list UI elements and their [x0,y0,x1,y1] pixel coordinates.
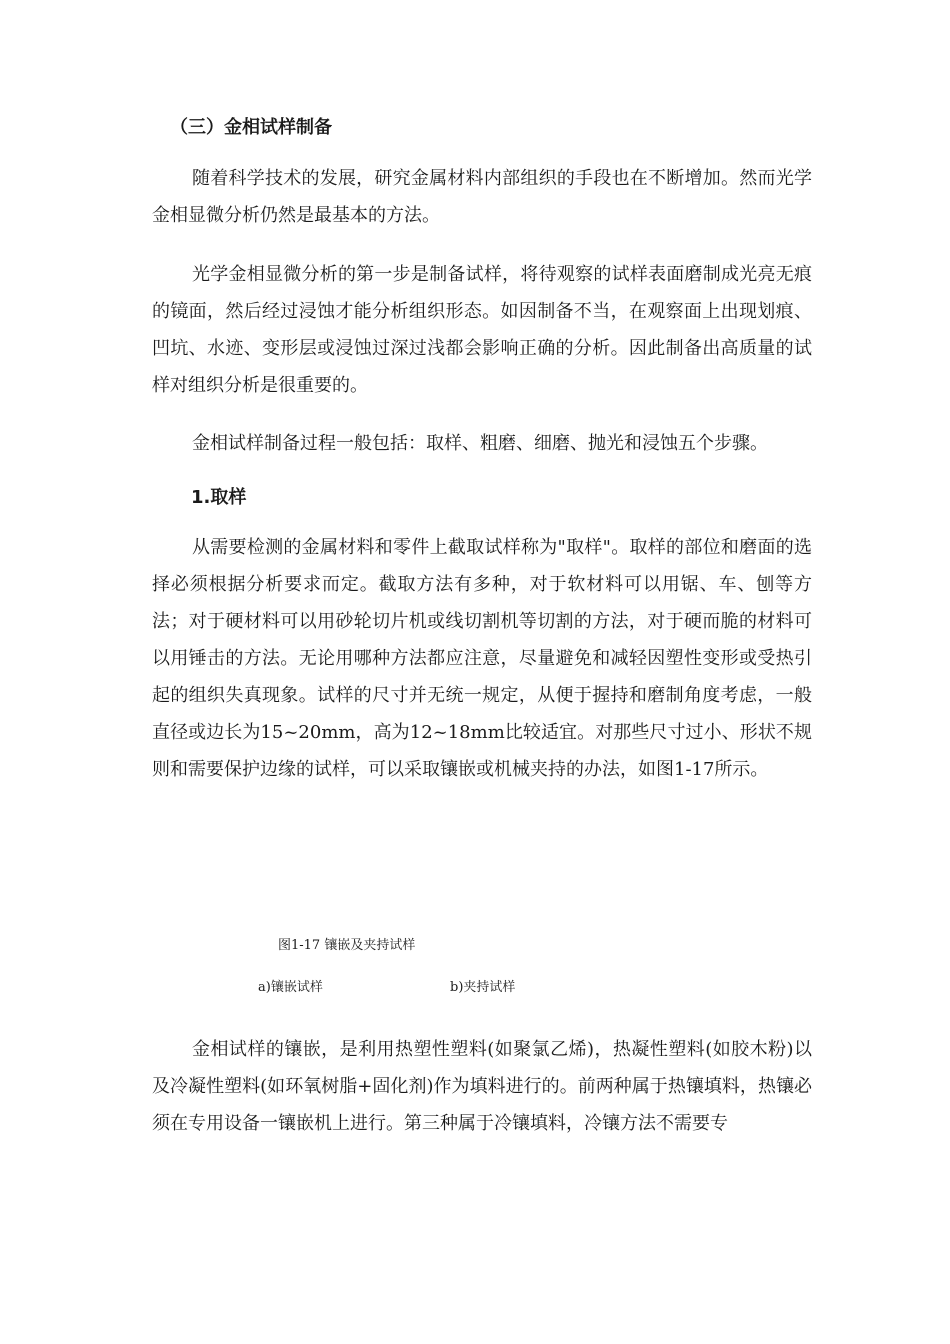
intro-paragraph: 随着科学技术的发展，研究金属材料内部组织的手段也在不断增加。然而光学金相显微分析仍然是最基本的方法。 [152,168,812,226]
figure-subcaption-a: a)镶嵌试样 [258,980,323,995]
mounting-paragraph: 金相试样的镶嵌，是利用热塑性塑料(如聚氯乙烯)，热凝性塑料(如胶木粉)以及冷凝性塑料(如环氧树脂+固化剂)作为填料进行的。前两种属于热镶填料，热镶必须在专用设备一镶嵌机上进行。第三种属于冷镶填料，冷镶方法不需要专 [152,1039,812,1134]
subsection-heading: 1.取样 [191,487,247,508]
steps-overview-paragraph: 金相试样制备过程一般包括：取样、粗磨、细磨、抛光和浸蚀五个步骤。 [192,433,768,454]
section-heading: （三）金相试样制备 [170,117,332,138]
figure-caption: 图1-17 镶嵌及夹持试样 [278,938,416,953]
first-step-paragraph: 光学金相显微分析的第一步是制备试样，将待观察的试样表面磨制成光亮无痕的镜面，然后经过浸蚀才能分析组织形态。如因制备不当，在观察面上出现划痕、凹坑、水迹、变形层或浸蚀过深过浅都会影响正确的分析。因此制备出高质量的试样对组织分析是很重要的。 [152,264,812,396]
figure-subcaption-b: b)夹持试样 [450,980,516,995]
sampling-paragraph: 从需要检测的金属材料和零件上截取试样称为"取样"。取样的部位和磨面的选择必须根据分析要求而定。截取方法有多种，对于软材料可以用锯、车、刨等方法；对于硬材料可以用砂轮切片机或线切割机等切割的方法，对于硬而脆的材料可以用锤击的方法。无论用哪种方法都应注意，尽量避免和减轻因塑性变形或受热引起的组织失真现象。试样的尺寸并无统一规定，从便于握持和磨制角度考虑，一般直径或边长为15~20mm，高为12~18mm比较适宜。对那些尺寸过小、形状不规则和需要保护边缘的试样，可以采取镶嵌或机械夹持的办法，如图1-17所示。 [152,537,812,780]
